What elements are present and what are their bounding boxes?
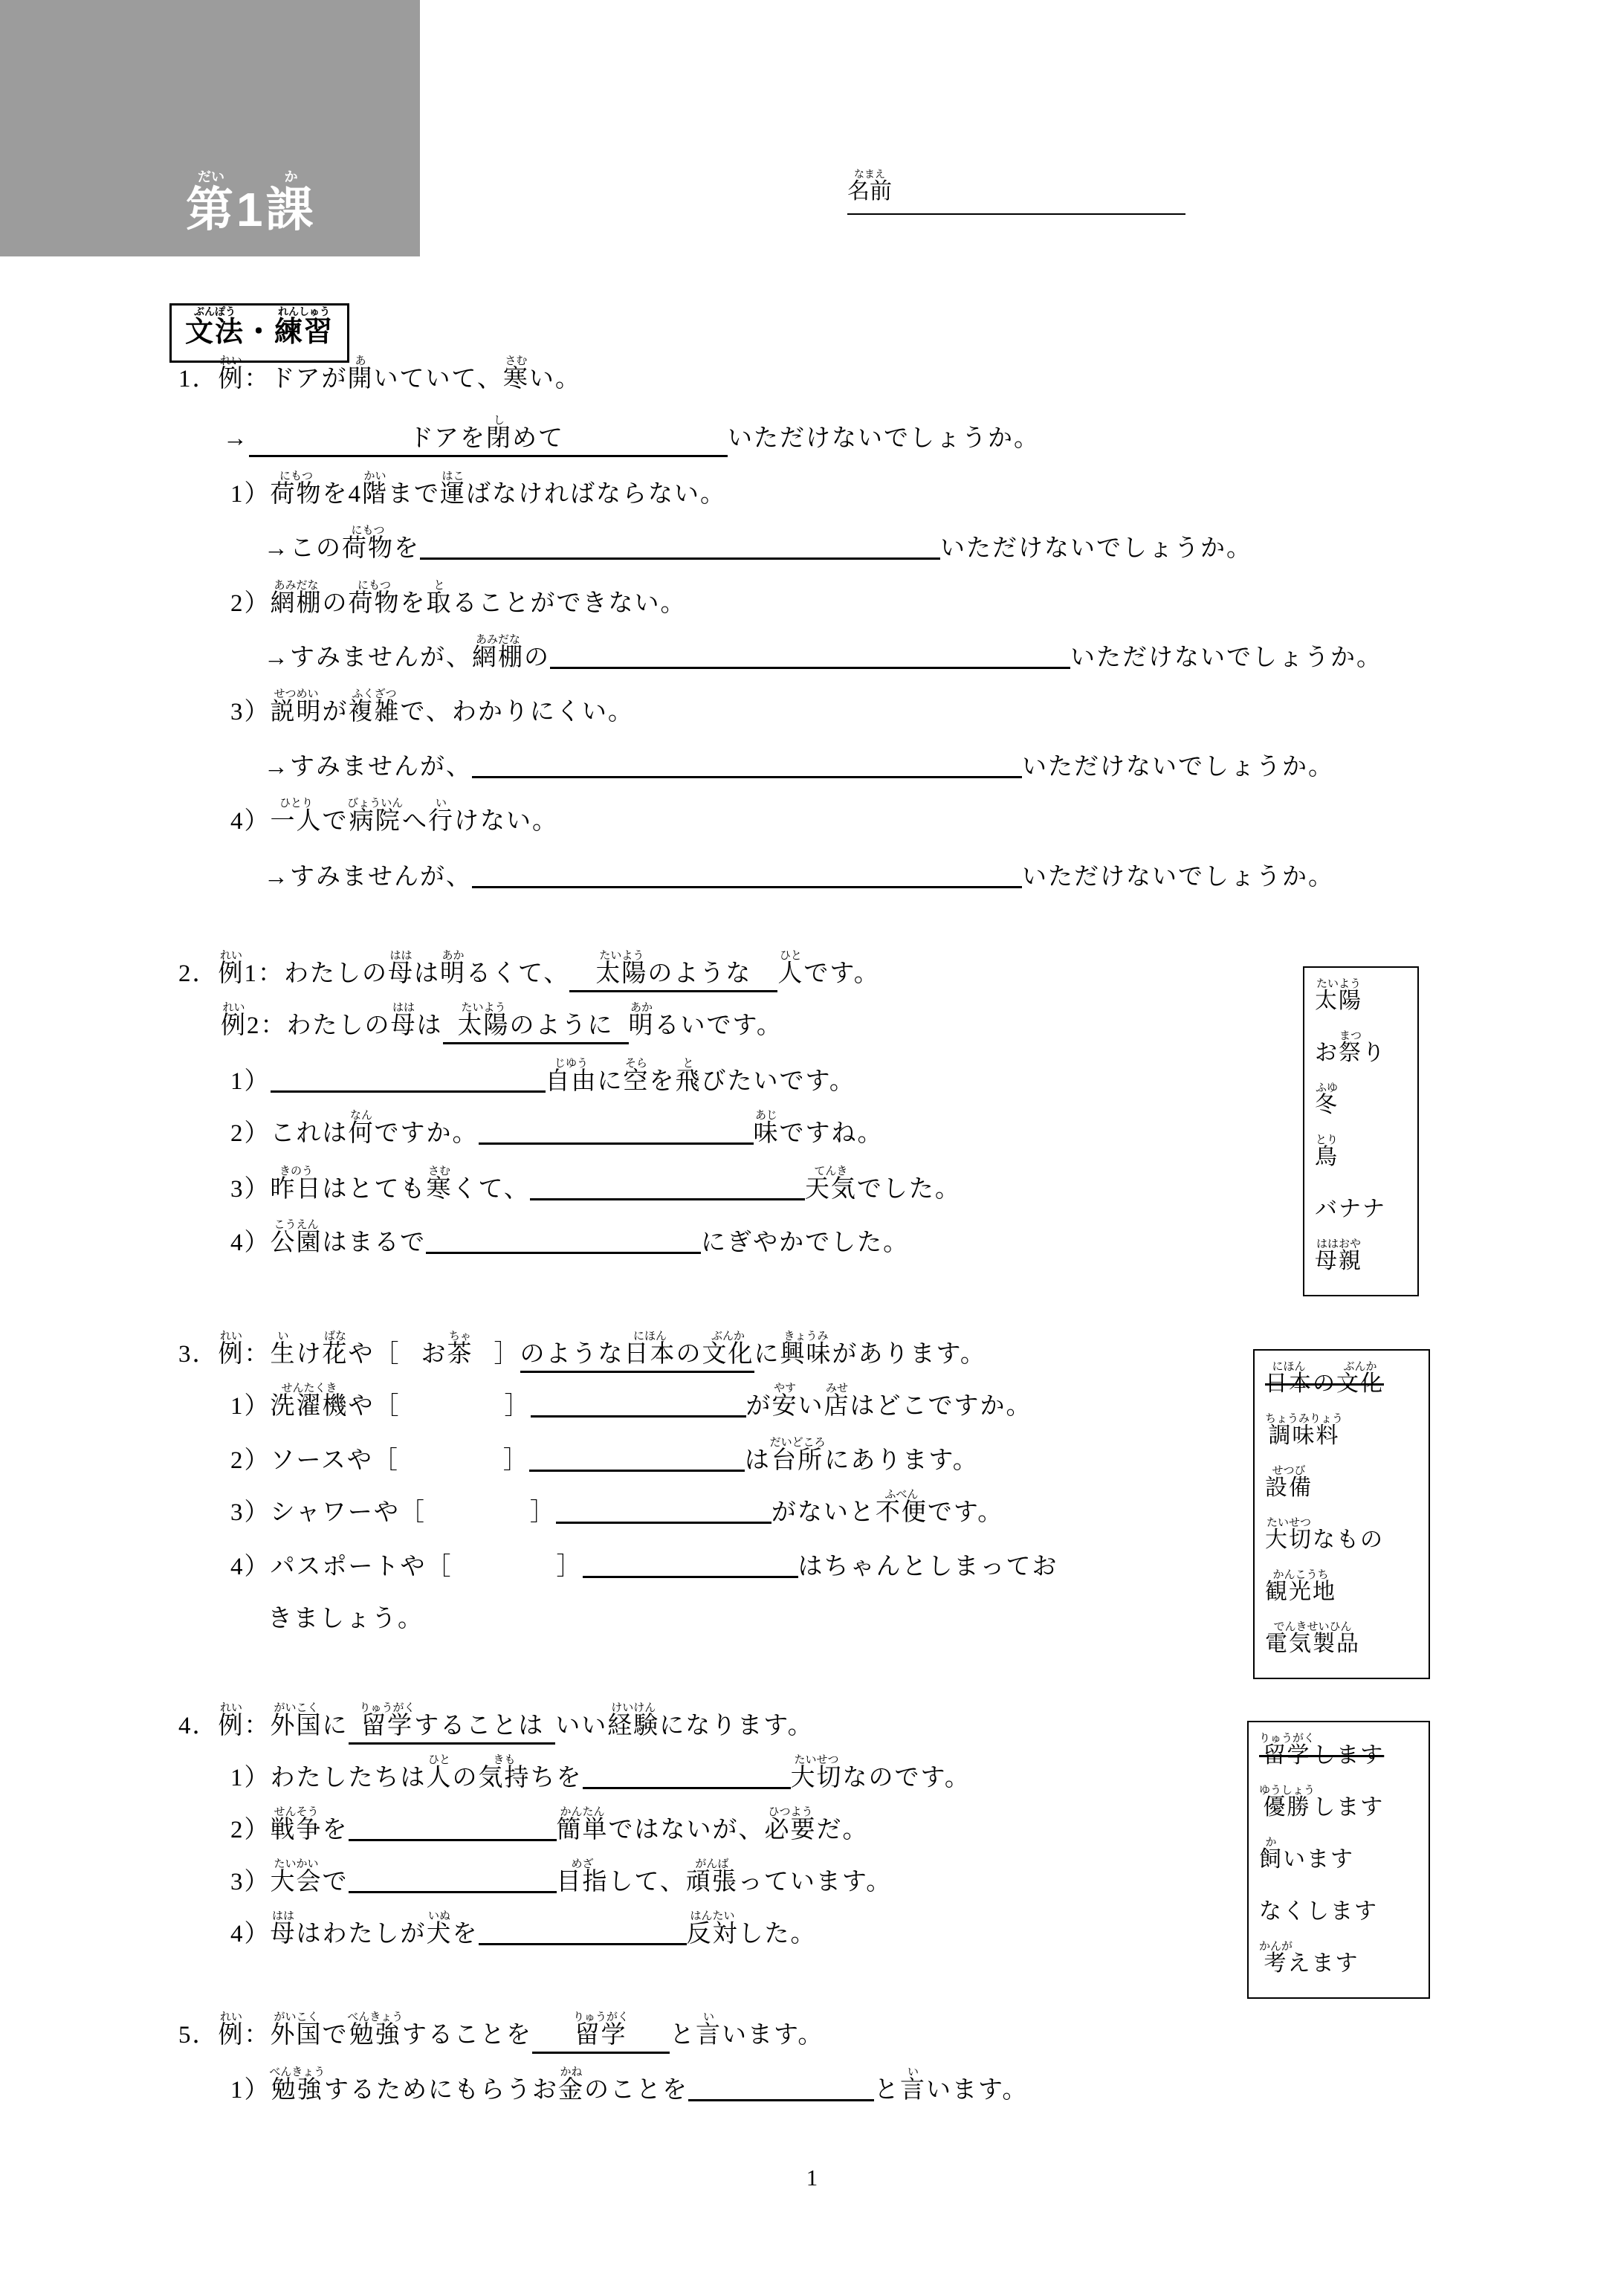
furigana-ruby: 例れい [221,1002,247,1039]
word-bank-item: お祭まつり [1315,1030,1386,1065]
fill-in-blank [531,1393,746,1418]
fill-in-blank [550,644,1070,669]
furigana-ruby: 開あ [347,355,374,392]
word-bank-item [1265,1410,1418,1462]
fill-in-blank [472,754,1022,778]
fill-in-blank [349,1817,557,1841]
furigana-ruby: 例れい [218,950,245,987]
furigana-ruby: 例れい [218,2011,245,2049]
furigana-ruby: 太陽たいよう [457,1002,510,1039]
furigana-ruby: 名前なまえ [847,169,892,204]
furigana-ruby: 優勝ゆうしょう [1259,1785,1316,1820]
exercise-line: 2）ソースや［ ］ は台所だいどころにあります。 [230,1437,979,1474]
fill-in-blank [349,1869,557,1893]
furigana-ruby: 行い [428,798,454,835]
word-bank-item: 考かんがえます [1259,1941,1359,1976]
exercise-line: → ドアを閉しめて いただけないでしょうか。 [223,415,1040,462]
furigana-ruby: 病院びょういん [347,798,404,835]
exercise-line: 3．例れい：生いけ花ばなや［ お茶ちゃ］のような日本にほんの文化ぶんかに興味きょうみがあります。 [178,1331,986,1378]
furigana-ruby: 説明せつめい [270,688,323,725]
furigana-ruby: 戦争せんそう [270,1806,323,1843]
exercise-line: →すみませんが、 いただけないでしょうか。 [264,864,1334,891]
spacer [443,1032,458,1033]
furigana-ruby: 興味きょうみ [780,1331,832,1368]
spacer [614,1032,629,1033]
fill-in-blank [479,1120,754,1145]
furigana-ruby: 茶ちゃ [447,1331,473,1368]
exercise-line: →すみませんが、 いただけないでしょうか。 [264,754,1334,780]
furigana-ruby: 第だい [186,169,236,236]
word-bank-item [1265,1618,1418,1670]
name-label [847,169,892,204]
furigana-ruby: 飛と [675,1058,702,1095]
answer-underline: ドアを閉しめて [249,425,728,457]
furigana-ruby: 荷物にもつ [348,580,401,617]
furigana-ruby: 目指めざ [556,1858,609,1895]
word-bank-section2 [1303,966,1419,1296]
furigana-ruby: 台所だいどころ [769,1437,826,1474]
furigana-ruby: 寒さむ [426,1166,453,1203]
exercise-line: 3）昨日きのうはとても寒さむくて、 天気てんきでした。 [230,1166,961,1203]
furigana-ruby: 外国がいこく [270,1702,323,1739]
word-bank-item [1315,1079,1407,1131]
furigana-ruby: 鳥とり [1315,1134,1339,1169]
furigana-ruby: 例れい [218,1331,245,1368]
furigana-ruby: 飼か [1259,1837,1283,1872]
furigana-ruby: 自由じゆう [545,1058,598,1095]
furigana-ruby: 言い [696,2011,722,2049]
worksheet-title: 文法ぶんぽう・練習れんしゅう [185,306,334,348]
exercise-line: 3）シャワーや［ ］ がないと不便ふべんです。 [230,1489,1004,1526]
furigana-ruby: 店みせ [824,1383,850,1420]
furigana-ruby: 勉強べんきょう [347,2011,404,2049]
exercise-line: 1．例れい：ドアが開あいていて、寒さむい。 [178,355,581,392]
furigana-ruby: 文化ぶんか [702,1331,754,1368]
word-bank-item: バナナ [1315,1197,1386,1221]
spacer [751,980,777,981]
exercise-line: 1）荷物にもつを4階かいまで運はこばなければならない。 [230,471,726,508]
furigana-ruby: 花ばな [322,1331,349,1368]
exercise-line: 1） 自由じゆうに空そらを飛とびたいです。 [230,1058,855,1095]
furigana-ruby: 母親ははおや [1315,1238,1362,1273]
spacer [629,2042,670,2043]
furigana-ruby: 安やす [771,1383,798,1420]
fill-in-blank [556,1499,771,1524]
answer-underline: 留学りゅうがくすることは [349,1713,556,1745]
exercise-line: 5．例れい：外国がいこくで勉強べんきょうすることを 留学りゅうがくと言いいます。 [178,2011,824,2059]
exercise-line: 2）戦争せんそうを 簡単かんたんではないが、必要ひつようだ。 [230,1806,869,1843]
furigana-ruby: 階かい [362,471,388,508]
exercise-line: 4）一人ひとりで病院びょういんへ行いけない。 [230,798,558,835]
furigana-ruby: 経験けいけん [607,1702,660,1739]
furigana-ruby: 人ひと [777,950,804,987]
spacer [249,445,409,446]
furigana-ruby: 練習れんしゅう [274,306,334,348]
word-bank-section3 [1253,1349,1430,1679]
word-bank-item [1265,1566,1418,1618]
furigana-ruby: 文法ぶんぽう [185,306,245,348]
furigana-ruby: 不便ふべん [875,1489,928,1526]
exercise-line: 2．例れい1：わたしの母ははは明あかるくて、 太陽たいようのような 人ひとです。 [178,950,880,998]
furigana-ruby: 運はこ [440,471,466,508]
furigana-ruby: 寒さむ [502,355,529,392]
word-bank-item [1265,1358,1418,1410]
fill-in-blank [530,1176,805,1200]
furigana-ruby: 網棚あみだな [270,580,323,617]
lesson-header-band [0,0,420,256]
spacer [569,980,595,981]
fill-in-blank [583,1765,791,1789]
word-bank-item [1315,1131,1407,1183]
word-bank-item: 大切たいせつなもの [1265,1517,1384,1552]
exercise-line: 4）母はははわたしが犬いぬを 反対はんたいした。 [230,1910,817,1948]
furigana-ruby: 電気製品でんきせいひん [1265,1621,1360,1656]
answer-underline: 太陽たいようのように [443,1012,629,1044]
exercise-line: 1）洗濯機せんたくきや［ ］ が安やすい店みせはどこですか。 [230,1383,1032,1420]
furigana-ruby: 大切たいせつ [1265,1517,1313,1552]
furigana-ruby: 考かんが [1259,1941,1293,1976]
exercise-line: きましょう。 [268,1606,424,1632]
fill-in-blank [420,535,940,560]
furigana-ruby: 明あか [628,1002,655,1039]
word-bank-item: なくします [1259,1899,1378,1924]
exercise-line: 2）網棚あみだなの荷物にもつを取とることができない。 [230,580,687,617]
fill-in-blank [426,1229,701,1254]
furigana-ruby: 例れい [218,355,245,392]
furigana-ruby: 一人ひとり [270,798,323,835]
spacer [564,445,728,446]
answer-underline: のような日本にほんの文化ぶんか [520,1341,754,1373]
fill-in-blank [479,1921,687,1945]
furigana-ruby: 留学りゅうがく [573,2011,630,2049]
fill-in-blank [271,1068,546,1093]
answer-underline: 太陽たいようのような [569,960,777,992]
furigana-ruby: 網棚あみだな [472,634,524,671]
exercise-line: →この荷物にもつを いただけないでしょうか。 [264,525,1252,562]
used-item-strikethrough: 日本にほんの文化ぶんか [1265,1361,1384,1396]
furigana-ruby: 留学りゅうがく [1259,1733,1316,1768]
furigana-ruby: 公園こうえん [270,1219,323,1256]
furigana-ruby: 犬いぬ [426,1910,453,1948]
spacer [401,1361,421,1362]
furigana-ruby: 母はは [270,1910,297,1948]
furigana-ruby: 太陽たいよう [1315,978,1362,1013]
furigana-ruby: 母はは [388,950,414,987]
spacer [532,2042,573,2043]
worksheet-title-box [169,303,349,363]
spacer [426,1519,530,1520]
fill-in-blank [472,864,1022,888]
furigana-ruby: 反対はんたい [686,1910,739,1948]
fill-in-blank [688,2077,874,2101]
furigana-ruby: 母はは [390,1002,417,1039]
furigana-ruby: 文化ぶんか [1336,1361,1384,1396]
furigana-ruby: 金かね [558,2066,584,2104]
furigana-ruby: 例れい [218,1702,245,1739]
exercise-line: 4）パスポートや［ ］ はちゃんとしまってお [230,1554,1058,1580]
fill-in-blank [529,1447,745,1472]
word-bank-item [1265,1462,1418,1514]
furigana-ruby: 昨日きのう [270,1166,323,1203]
furigana-ruby: 洗濯機せんたくき [270,1383,349,1420]
furigana-ruby: 生い [270,1331,297,1368]
word-bank-item [1259,1730,1418,1782]
word-bank-item [1315,975,1407,1027]
furigana-ruby: 設備せつび [1265,1465,1313,1500]
word-bank-section4 [1247,1721,1430,1999]
furigana-ruby: 何なん [348,1110,375,1147]
exercise-line: 2）これは何なんですか。 味あじですね。 [230,1110,884,1147]
exercise-line: 1）わたしたちは人ひとの気持きもちを 大切たいせつなのです。 [230,1754,971,1791]
furigana-ruby: 荷物にもつ [342,525,394,562]
furigana-ruby: 頑張がんば [685,1858,738,1895]
exercise-line: 1）勉強べんきょうするためにもらうお金かねのことを と言いいます。 [230,2066,1029,2104]
furigana-ruby: 外国がいこく [270,2011,323,2049]
exercise-line: 4．例れい：外国がいこくに 留学りゅうがくすることは いい経験けいけんになります。 [178,1702,814,1750]
furigana-ruby: 調味料ちょうみりょう [1265,1413,1344,1448]
spacer [399,1467,503,1468]
furigana-ruby: 簡単かんたん [556,1806,609,1843]
used-item-strikethrough: 留学りゅうがくします [1259,1733,1385,1768]
furigana-ruby: 日本にほん [624,1331,676,1368]
furigana-ruby: 留学りゅうがく [359,1702,415,1739]
furigana-ruby: 空そら [623,1058,650,1095]
furigana-ruby: 気持きも [478,1754,531,1791]
furigana-ruby: 複雑ふくざつ [348,688,401,725]
furigana-ruby: 大会たいかい [270,1858,323,1895]
exercise-line: →すみませんが、網棚あみだなの いただけないでしょうか。 [264,634,1382,671]
exercise-line: 例れい2：わたしの母ははは 太陽たいようのように 明あかるいです。 [221,1002,783,1050]
exercise-line: 3）大会たいかいで 目指めざして、頑張がんばっています。 [230,1858,893,1895]
exercise-line: 3）説明せつめいが複雑ふくざつで、わかりにくい。 [230,688,634,725]
lesson-title: 第だい1課か [186,169,317,236]
furigana-ruby: 太陽たいよう [595,950,648,987]
fill-in-blank [583,1554,798,1578]
spacer [473,1361,494,1362]
furigana-ruby: 明あか [440,950,466,987]
spacer [401,1413,505,1414]
word-bank-item: 飼かいます [1259,1837,1354,1872]
furigana-ruby: 天気てんき [804,1166,857,1203]
furigana-ruby: 課か [265,169,317,236]
answer-underline [532,2011,670,2054]
furigana-ruby: 人ひと [426,1754,453,1791]
furigana-ruby: 祭まつ [1339,1030,1362,1065]
name-field [847,169,1185,215]
page-number: 1 [806,2165,818,2191]
furigana-ruby: 観光地かんこうち [1265,1569,1336,1604]
furigana-ruby: 取と [426,580,453,617]
furigana-ruby: 味あじ [753,1110,780,1147]
word-bank-item: 優勝ゆうしょうします [1259,1785,1385,1820]
furigana-ruby: 言い [900,2066,926,2104]
furigana-ruby: 日本にほん [1265,1361,1313,1396]
furigana-ruby: 荷物にもつ [270,471,323,508]
furigana-ruby: 必要ひつよう [764,1806,817,1843]
exercise-line: 4）公園こうえんはまるで にぎやかでした。 [230,1219,910,1256]
furigana-ruby: 大切たいせつ [790,1754,843,1791]
furigana-ruby: 閉し [486,415,513,452]
furigana-ruby: 勉強べんきょう [269,2066,326,2104]
furigana-ruby: 冬ふゆ [1315,1082,1339,1117]
word-bank-item [1315,1235,1407,1287]
